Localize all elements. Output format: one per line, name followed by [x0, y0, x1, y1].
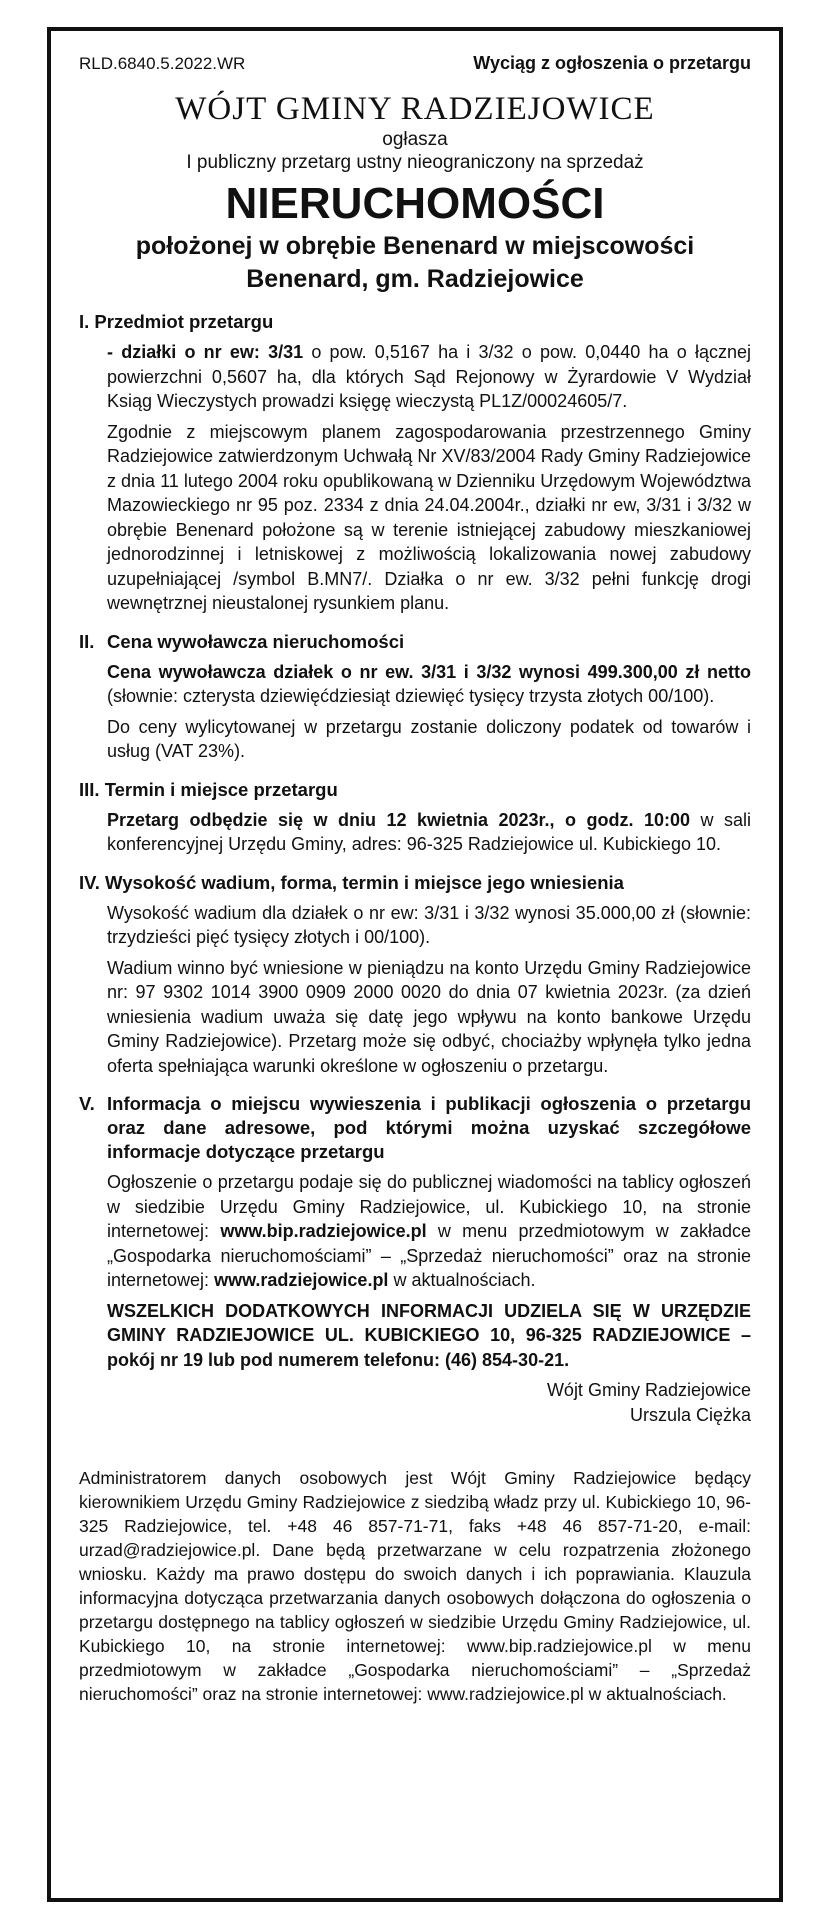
section-number: II. [79, 630, 95, 652]
section-title-text: Cena wywoławcza nieruchomości [107, 630, 405, 652]
contact-paragraph: WSZELKICH DODATKOWYCH INFORMACJI UDZIELA SIĘ W URZĘDZIE GMINY RADZIEJOWICE UL. KUBICKIEGO 10, 96-325 RADZIEJOWICE – pokój nr 19 lub pod numerem telefonu: (46) 854-30-21. [107, 1300, 751, 1370]
publication-text: w menu przedmiotowym w zakładce „Gospodarka nieruchomościami” – „Sprzedaż nieruchomości” oraz na stronie internetowej: [107, 1221, 752, 1290]
price-bold: Cena wywoławcza działek o nr ew. 3/31 i 3/32 wynosi 499.300,00 zł netto [107, 661, 751, 682]
section-deposit [79, 871, 751, 1079]
section-title: I. Przedmiot przetargu [79, 311, 274, 332]
date-paragraph [107, 808, 751, 857]
price-paragraph [107, 660, 751, 709]
location-line-1: położonej w obrębie Benenard w miejscowości [135, 232, 695, 260]
section-title: IV. Wysokość wadium, forma, termin i miejsce jego wniesienia [79, 871, 624, 893]
plots-text: o pow. 0,5167 ha i 3/32 o pow. 0,0440 ha o łącznej powierzchni 0,5607 ha, dla których Sąd Rejonowy w Żyrardowie V Wydział Ksiąg Wieczystych prowadzi księgę wieczystą PL1Z/00024605/7. [107, 342, 751, 411]
plots-bold: - działki o nr ew: 3/31 [107, 342, 304, 362]
publication-text: Ogłoszenie o przetargu podaje się do publicznej wiadomości na tablicy ogłoszeń w siedzibie Urzędu Gminy Radziejowice, ul. Kubickiego 10, na stronie internetowej: [107, 1172, 751, 1241]
header-row [79, 53, 751, 74]
signature-block [79, 1378, 751, 1428]
object-title: NIERUCHOMOŚCI [225, 179, 605, 228]
publication-text: w aktualnościach. [388, 1270, 536, 1290]
date-bold: Przetarg odbędzie się w dniu 12 kwietnia 2023r., o godz. 10:00 [107, 809, 691, 830]
deposit-amount-paragraph: Wysokość wadium dla działek o nr ew: 3/31 i 3/32 wynosi 35.000,00 zł (słownie: trzydzieści pięć tysięcy złotych i 00/100). [107, 902, 751, 947]
tender-type: I publiczny przetarg ustny nieograniczony na sprzedaż [186, 152, 644, 173]
section-paragraph [107, 340, 751, 414]
location-line-2: Benenard, gm. Radziejowice [246, 265, 584, 293]
reference-number: RLD.6840.5.2022.WR [79, 54, 246, 73]
publication-paragraph [107, 1170, 751, 1293]
place-text: w sali konferencyjnej Urzędu Gminy, adres: 96-325 Radziejowice ul. Kubickiego 10. [107, 809, 751, 854]
bip-link[interactable]: www.bip.radziejowice.pl [220, 1221, 427, 1241]
section-subject [79, 310, 751, 616]
section-title: III. Termin i miejsce przetargu [79, 778, 338, 800]
section-date-place [79, 778, 751, 857]
section-publication [79, 1092, 751, 1372]
deposit-payment-paragraph: Wadium winno być wniesione w pieniądzu na konto Urzędu Gminy Radziejowice nr: 97 9302 1014 3900 0909 2000 0020 do dnia 07 kwietnia 2023r. (za dzień wniesienia wadium uważa się datę jego wpływu na konto bankowe Urzędu Gminy Radziejowice). Przetarg może się odbyć, chociażby wpłynęła tylko jedna oferta spełniająca warunki określone w ogłoszeniu o przetargu. [107, 957, 751, 1076]
authority-headline: WÓJT GMINY RADZIEJOWICE [175, 91, 655, 127]
announces-text: ogłasza [382, 129, 448, 150]
data-protection-note: Administratorem danych osobowych jest Wójt Gminy Radziejowice będący kierownikiem Urzędu Gminy Radziejowice z siedzibą władz przy ul. Kubickiego 10, 96-325 Radziejowice, tel. +48 46 857-71-71, faks +48 46 857-71-20, e-mail: urzad@radziejowice.pl. Dane będą przetwarzane w celu rozpatrzenia złożonego wniosku. Każdy ma prawo dostępu do swoich danych i ich poprawiania. Klauzula informacyjna dotycząca przetwarzania danych osobowych dołączona do ogłoszenia o przetargu dostępnego na tablicy ogłoszeń w siedzibie Urzędu Gminy Radziejowice, ul. Kubickiego 10, na stronie internetowej: www.bip.radziejowice.pl w menu przedmiotowym w zakładce „Gospodarka nieruchomościami” – „Sprzedaż nieruchomości” oraz na stronie internetowej: www.radziejowice.pl w aktualnościach. [79, 1468, 751, 1704]
section-title [79, 630, 751, 654]
section-number: V. [79, 1093, 95, 1114]
notice-content [51, 31, 779, 1706]
signature-role: Wójt Gminy Radziejowice [546, 1380, 751, 1400]
vat-paragraph: Do ceny wylicytowanej w przetargu zostanie doliczony podatek od towarów i usług (VAT 23%). [107, 716, 751, 761]
section-price [79, 630, 751, 764]
website-link[interactable]: www.radziejowice.pl [214, 1270, 389, 1290]
section-title [79, 1092, 751, 1164]
excerpt-label: Wyciąg z ogłoszenia o przetargu [473, 53, 751, 73]
zoning-paragraph: Zgodnie z miejscowym planem zagospodarowania przestrzennego Gminy Radziejowice zatwierdzonym Uchwałą Nr XV/83/2004 Rady Gminy Radziejowice z dnia 11 lutego 2004 roku opublikowaną w Dzienniku Urzędowym Województwa Mazowieckiego nr 95 poz. 2334 z dnia 24.04.2004r., działki nr ew, 3/31 i 3/32 w obrębie Benenard położone są w terenie istniejącej zabudowy mieszkaniowej jednorodzinnej i letniskowej z możliwością lokalizowania nowej zabudowy uzupełniającej /symbol B.MN7/. Działka o nr ew. 3/32 pełni funkcję drogi wewnętrznej nieustalonej rysunkiem planu. [107, 421, 751, 613]
signature-name: Urszula Ciężka [629, 1405, 751, 1425]
price-words: (słownie: czterysta dziewięćdziesiąt dziewięć tysięcy trzysta złotych 00/100). [107, 686, 715, 706]
notice-frame [47, 27, 783, 1902]
section-title-text: Informacja o miejscu wywieszenia i publikacji ogłoszenia o przetargu oraz dane adresowe, pod którymi można uzyskać szczegółowe informacje dotyczące przetargu [107, 1093, 751, 1162]
